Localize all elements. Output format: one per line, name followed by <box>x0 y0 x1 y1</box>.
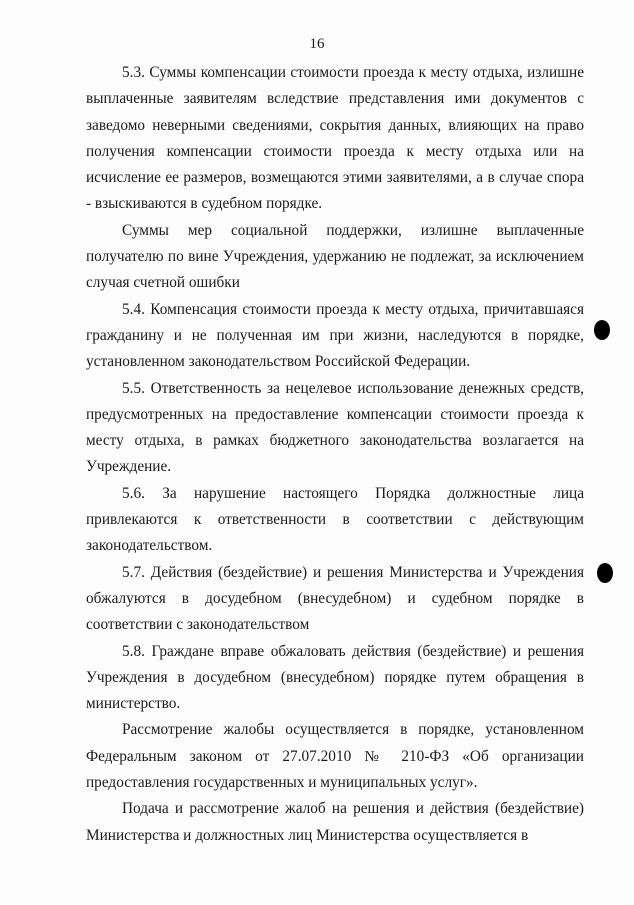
punch-hole-mark <box>597 563 613 583</box>
paragraph-5-4: 5.4. Компенсация стоимости проезда к месту отдыха, причитавшаяся гражданину и не полученная им при жизни, наследуются в порядке, установленном законодательством Российской Федерации. <box>86 300 584 371</box>
document-body <box>86 60 584 849</box>
paragraph-overpayment: Суммы мер социальной поддержки, излишне выплаченные получателю по вине Учреждения, удержанию не подлежат, за исключением случая счетной ошибки <box>86 221 584 292</box>
paragraph-complaint-review: Рассмотрение жалобы осуществляется в порядке, установленном Федеральным законом от 27.07.2010 № 210-ФЗ «Об организации предоставления государственных и муниципальных услуг». <box>86 721 584 792</box>
paragraph-5-3: 5.3. Суммы компенсации стоимости проезда к месту отдыха, излишне выплаченные заявителям вследствие представления ими документов с заведомо неверными сведениями, сокрытия данных, влияющих на право получения компенсации стоимости проезда к месту отдыха или на исчисление ее размеров, возмещаются этими заявителями, а в случае спора - взыскиваются в судебном порядке. <box>86 64 584 213</box>
paragraph-5-7: 5.7. Действия (бездействие) и решения Министерства и Учреждения обжалуются в досудебном (внесудебном) и судебном порядке в соответствии с законодательством <box>86 563 584 634</box>
page-number: 16 <box>309 36 325 52</box>
paragraph-5-8: 5.8. Граждане вправе обжаловать действия (бездействие) и решения Учреждения в досудебном (внесудебном) порядке путем обращения в министерство. <box>86 642 584 713</box>
punch-hole-mark <box>594 320 610 340</box>
paragraph-complaint-filing: Подача и рассмотрение жалоб на решения и действия (бездействие) Министерства и должностных лиц Министерства осуществляется в <box>86 800 584 844</box>
paragraph-5-5: 5.5. Ответственность за нецелевое использование денежных средств, предусмотренных на предоставление компенсации стоимости проезда к месту отдыха, в рамках бюджетного законодательства возлагается на Учреждение. <box>86 379 584 476</box>
paragraph-5-6: 5.6. За нарушение настоящего Порядка должностные лица привлекаются к ответственности в соответствии с действующим законодательством. <box>86 484 584 555</box>
